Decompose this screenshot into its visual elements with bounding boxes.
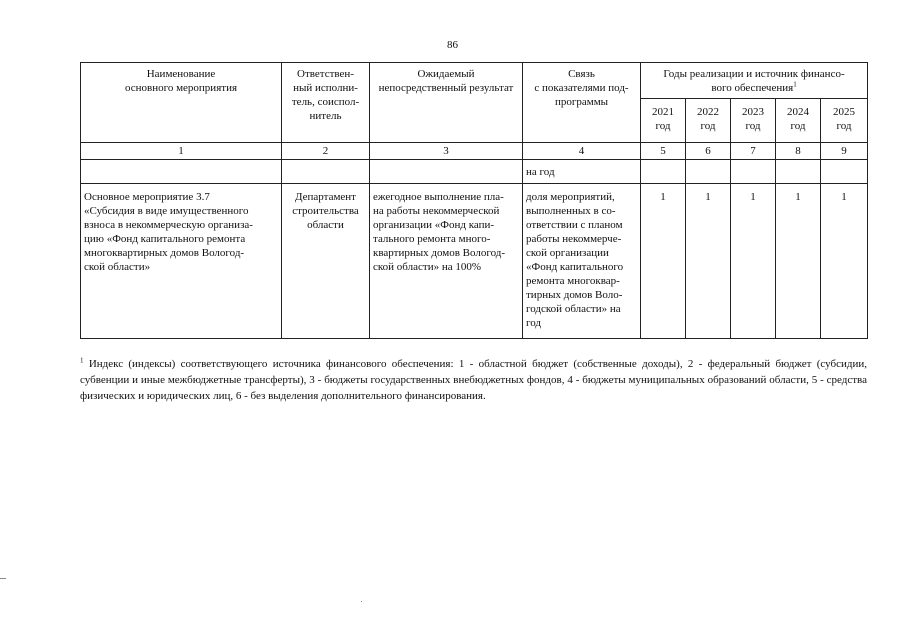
link-line: ремонта многоквар-	[526, 275, 620, 287]
measure-name-line: взноса в некоммерческую организа-	[84, 219, 253, 231]
continuation-row	[81, 160, 868, 184]
expected-line: ской области» на 100%	[373, 261, 482, 273]
table-row	[81, 184, 868, 339]
header-name-line: основного мероприятия	[124, 82, 238, 94]
empty-cell	[731, 160, 776, 184]
header-year	[641, 99, 686, 143]
responsible-executor	[282, 184, 370, 339]
header-expected	[370, 63, 523, 143]
link-line: ской организации	[526, 247, 609, 259]
footnote	[80, 356, 867, 404]
empty-cell	[370, 160, 523, 184]
year-value: 2023	[742, 106, 764, 118]
year-unit: год	[745, 120, 761, 132]
link-line: выполненных в со-	[526, 205, 616, 217]
empty-cell	[641, 160, 686, 184]
header-responsible-line: Ответствен-	[297, 68, 354, 80]
header-years-group	[641, 63, 868, 99]
footnote-text: Индекс (индексы) соответствующего источника финансового обеспечения: 1 - областной бюджет (собственные доходы), 2 - федеральный бюджет (субсидии, субвенции и иные межбюджетные трансферты), 3 - бюджеты государственных внебюджетных фондов, 4 - бюджеты муниципальных образований области, 5 - средства физических и юридических лиц, 6 - без выделения дополнительного финансирования.	[80, 358, 868, 402]
header-year	[776, 99, 821, 143]
year-source-2022: 1	[686, 184, 731, 339]
continuation-link-text: на год	[523, 160, 641, 184]
year-unit: год	[655, 120, 671, 132]
expected-result	[370, 184, 523, 339]
expected-line: ежегодное выполнение пла-	[373, 191, 504, 203]
header-year	[686, 99, 731, 143]
year-value: 2024	[787, 106, 809, 118]
year-source-2025: 1	[821, 184, 868, 339]
header-link	[523, 63, 641, 143]
empty-cell	[821, 160, 868, 184]
measures-table	[80, 62, 868, 339]
expected-line: организации «Фонд капи-	[373, 219, 495, 231]
scan-edge-mark	[0, 578, 6, 579]
footnote-ref: 1	[793, 80, 797, 89]
page-number: 86	[447, 39, 458, 51]
year-source-2021: 1	[641, 184, 686, 339]
column-number: 6	[686, 143, 731, 160]
year-unit: год	[790, 120, 806, 132]
year-unit: год	[700, 120, 716, 132]
measure-name-line: ской области»	[84, 261, 151, 273]
column-number: 3	[370, 143, 523, 160]
header-name	[81, 63, 282, 143]
responsible-line: области	[307, 219, 344, 231]
header-years-group-line: Годы реализации и источник финансо-	[663, 68, 845, 80]
expected-line: тального ремонта много-	[373, 233, 491, 245]
column-number: 8	[776, 143, 821, 160]
scan-dot-mark	[361, 601, 362, 602]
column-number: 7	[731, 143, 776, 160]
measure-name-line: «Субсидия в виде имущественного	[84, 205, 249, 217]
link-line: тирных домов Воло-	[526, 289, 623, 301]
link-line: ответствии с планом	[526, 219, 623, 231]
measure-name-line: цию «Фонд капитального ремонта	[84, 233, 246, 245]
link-line: годской области» на	[526, 303, 621, 315]
header-link-line: с показателями под-	[534, 82, 629, 94]
header-expected-line: непосредственный результат	[378, 82, 514, 94]
header-responsible-line: ный исполни-	[293, 82, 358, 94]
column-number: 9	[821, 143, 868, 160]
year-value: 2025	[833, 106, 856, 118]
measure-name-line: Основное мероприятие 3.7	[84, 191, 210, 203]
indicator-link	[523, 184, 641, 339]
column-number: 5	[641, 143, 686, 160]
header-link-line: Связь	[568, 68, 595, 80]
empty-cell	[81, 160, 282, 184]
header-year	[731, 99, 776, 143]
responsible-line: строительства	[292, 205, 359, 217]
header-responsible	[282, 63, 370, 143]
link-line: год	[526, 317, 542, 329]
year-source-2024: 1	[776, 184, 821, 339]
year-value: 2021	[652, 106, 674, 118]
measure-name	[81, 184, 282, 339]
header-years-group-line: вого обеспечения	[711, 82, 794, 94]
measure-name-line: многоквартирных домов Вологод-	[84, 247, 245, 259]
header-name-line: Наименование	[146, 68, 216, 80]
empty-cell	[686, 160, 731, 184]
column-number-row	[81, 143, 868, 160]
responsible-line: Департамент	[294, 191, 356, 203]
empty-cell	[282, 160, 370, 184]
year-source-2023: 1	[731, 184, 776, 339]
year-unit: год	[836, 120, 852, 132]
header-year	[821, 99, 868, 143]
header-responsible-line: нитель	[309, 110, 342, 122]
link-line: доля мероприятий,	[526, 191, 615, 203]
header-link-line: программы	[554, 96, 609, 108]
column-number: 4	[523, 143, 641, 160]
expected-line: на работы некоммерческой	[373, 205, 500, 217]
link-line: работы некоммерче-	[526, 233, 622, 245]
year-value: 2022	[697, 106, 719, 118]
header-responsible-line: тель, соиспол-	[291, 96, 360, 108]
header-expected-line: Ожидаемый	[417, 68, 475, 80]
column-number: 2	[282, 143, 370, 160]
column-number: 1	[81, 143, 282, 160]
link-line: «Фонд капитального	[526, 261, 624, 273]
expected-line: квартирных домов Вологод-	[373, 247, 506, 259]
empty-cell	[776, 160, 821, 184]
footnote-marker: 1	[80, 356, 84, 365]
